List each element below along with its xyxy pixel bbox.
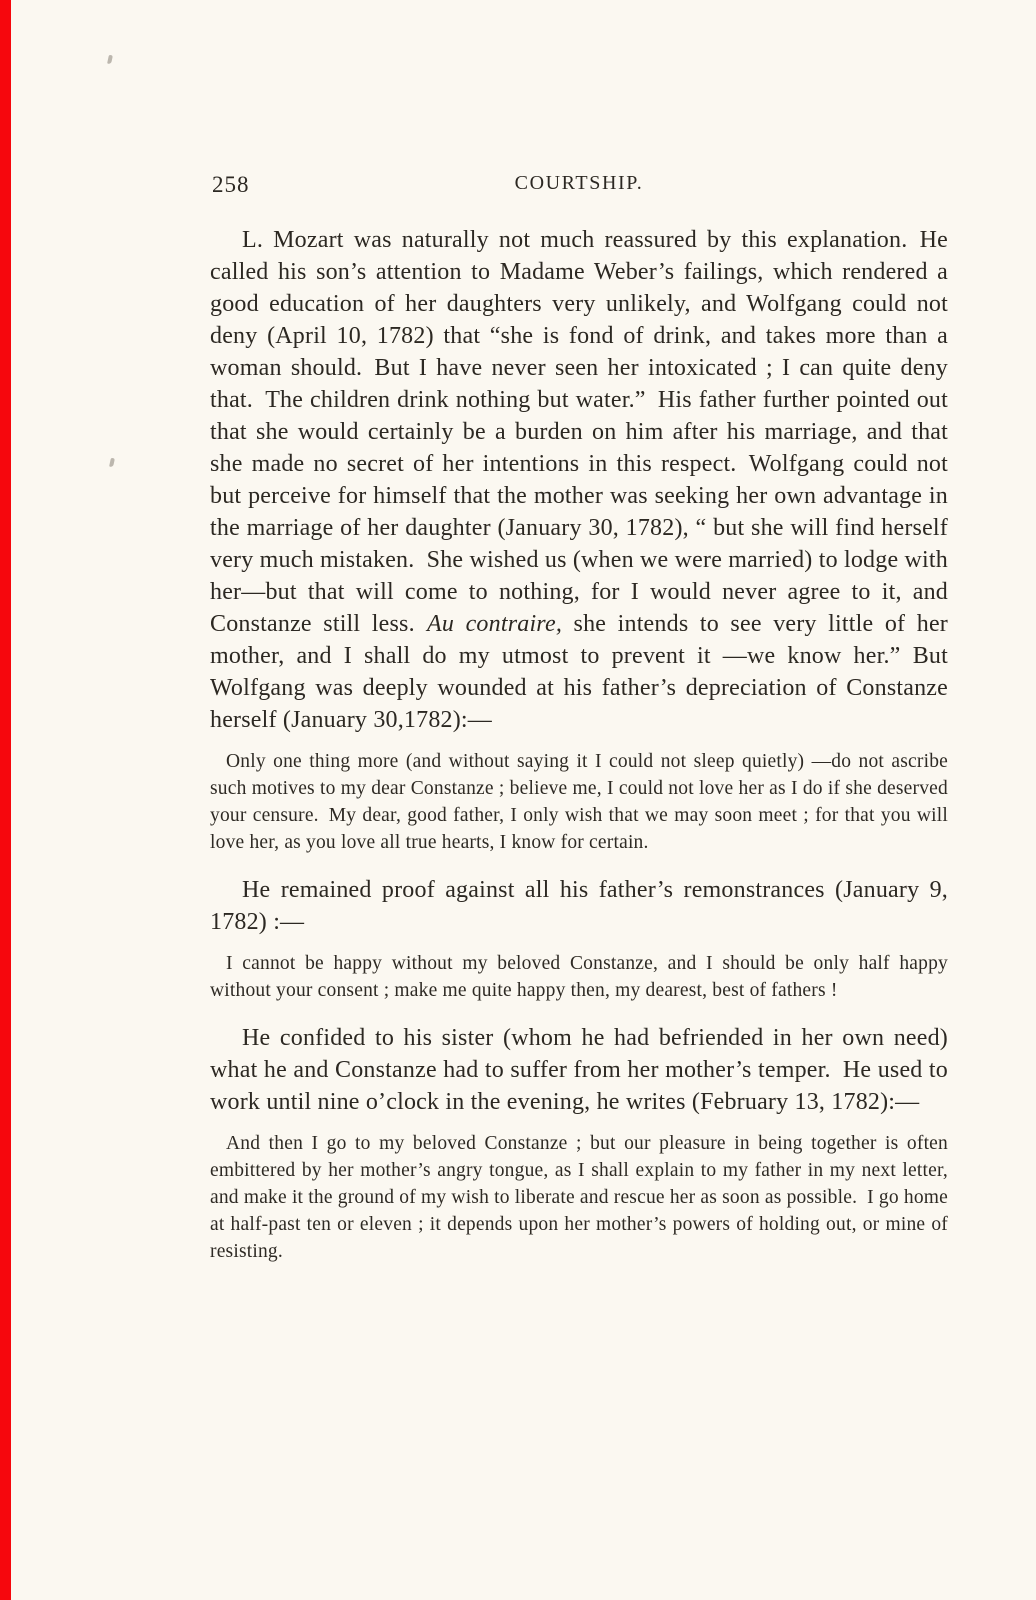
scan-artifact bbox=[109, 458, 115, 468]
paragraph-1-text: L. Mozart was naturally not much reassured by this explanation. He called his son’s attention to Madame Weber’s failings, which rendered a good education of her daughters very unlikely, and Wolfgang could not deny (April 10, 1782) that “she is fond of drink, and takes more than a woman should. But I have never seen her intoxicated ; I can quite deny that. The children drink nothing but water.” His father further pointed out that she would certainly be a burden on him after his marriage, and that she made no secret of her intentions in this respect. Wolfgang could not but perceive for himself that the mother was seeking her own advantage in the marriage of her daughter (January 30, 1782), “ but she will find herself very much mistaken. She wished us (when we were married) to lodge with her—but that will come to nothing, for I would never agree to it, and Constanze still less. bbox=[210, 227, 948, 637]
letter-extract-1: Only one thing more (and without saying it I could not sleep quietly) —do not ascribe such motives to my dear Constanze ; believe me, I could not love her as I do if she deserved your censure. My dear, good father, I only wish that we may soon meet ; for that you will love her, as you love all true hearts, I know for certain. bbox=[210, 751, 948, 853]
letter-extract-3: And then I go to my beloved Constanze ; but our pleasure in being together is often embittered by her mother’s angry tongue, as I shall explain to my father in my next letter, and make it the ground of my wish to liberate and rescue her as soon as possible. I go home at half-past ten or eleven ; it depends upon her mother’s powers of holding out, or mine of resisting. bbox=[210, 1133, 948, 1262]
running-title: COURTSHIP. bbox=[514, 172, 644, 194]
page-text-block bbox=[210, 172, 948, 1283]
italic-phrase-au-contraire: Au contraire, bbox=[427, 611, 563, 637]
paragraph-1-text-continued: she intends to see very little of her mother, and I shall do my utmost to prevent it —we know her.” But Wolfgang was deeply wounded at his father’s depreciation of Constanze herself (January 30,1782):— bbox=[210, 611, 948, 733]
paragraph-3: He confided to his sister (whom he had befriended in her own need) what he and Constanze had to suffer from her mother’s temper. He used to work until nine o’clock in the evening, he writes (February 13, 1782):— bbox=[210, 1025, 948, 1115]
page-header bbox=[210, 172, 948, 198]
paragraph-2: He remained proof against all his father’s remonstrances (January 9, 1782) :— bbox=[210, 877, 948, 935]
scan-artifact bbox=[107, 55, 113, 65]
left-edge-red-strip bbox=[0, 0, 11, 1600]
paragraph-1 bbox=[210, 224, 948, 736]
letter-extract-2: I cannot be happy without my beloved Constanze, and I should be only half happy without your consent ; make me quite happy then, my dearest, best of fathers ! bbox=[210, 953, 948, 1001]
page-number: 258 bbox=[212, 172, 250, 197]
